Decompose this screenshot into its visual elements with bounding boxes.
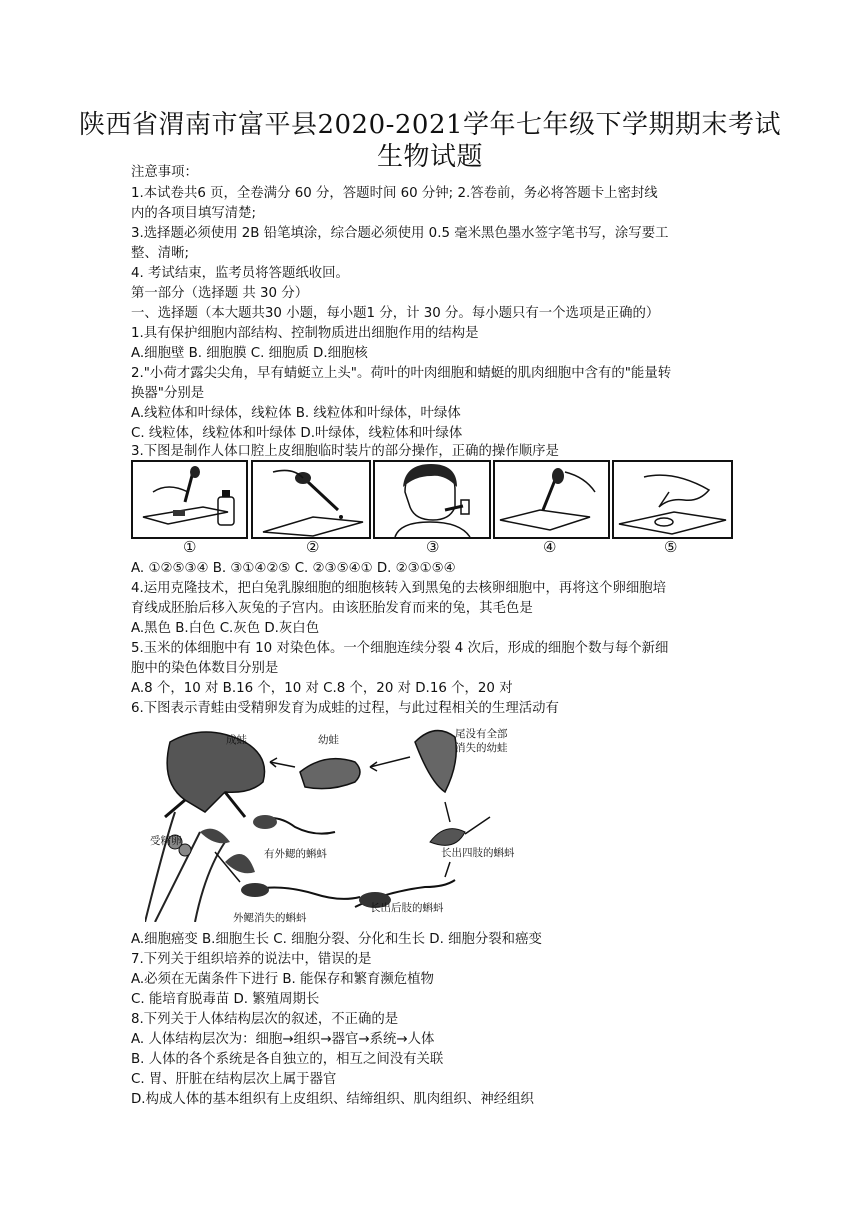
q3-panel-5 <box>612 460 733 539</box>
q6-label-gillgone: 外鳃消失的蝌蚪 <box>233 912 307 924</box>
notes-line-4: 整、清晰; <box>131 246 190 261</box>
q3-label-4: ④ <box>543 538 557 556</box>
cover-slip-illustration <box>614 462 731 537</box>
q8-option-a: A. 人体结构层次为：细胞→组织→器官→系统→人体 <box>131 1032 435 1047</box>
notes-line-3: 3.选择题必须使用 2B 铅笔填涂，综合题必须使用 0.5 毫米黑色墨水签字笔书写，涂写要工 <box>131 226 669 241</box>
q6-label-gill: 有外鳃的蝌蚪 <box>264 848 327 860</box>
q7-options-cd: C. 能培育脱毒苗 D. 繁殖周期长 <box>131 992 320 1007</box>
q6-label-four: 长出四肢的蝌蚪 <box>441 847 515 859</box>
q6-label-young: 幼蛙 <box>318 734 339 746</box>
stain-slide-illustration <box>495 462 608 537</box>
q3-label-1: ① <box>183 538 197 556</box>
q8-stem: 8.下列关于人体结构层次的叙述，不正确的是 <box>131 1012 399 1027</box>
q8-option-b: B. 人体的各个系统是各自独立的，相互之间没有关联 <box>131 1052 444 1067</box>
q2-stem-2: 换器"分别是 <box>131 386 205 401</box>
q6-label-tail2: 消失的幼蛙 <box>455 742 508 754</box>
exam-title-line1: 陕西省渭南市富平县2020-2021学年七年级下学期期末考试 <box>78 110 782 140</box>
q3-panel-1 <box>131 460 248 539</box>
notes-header: 注意事项： <box>131 165 198 180</box>
q3-panel-2 <box>251 460 371 539</box>
q2-stem-1: 2."小荷才露尖尖角，早有蜻蜓立上头"。荷叶的叶肉细胞和蜻蜓的肌肉细胞中含有的"能量转 <box>131 366 672 381</box>
q6-label-adult: 成蛙 <box>226 734 247 746</box>
q3-panel-3 <box>373 460 491 539</box>
q3-label-3: ③ <box>426 538 440 556</box>
q4-stem-2: 育线成胚胎后移入灰兔的子宫内。由该胚胎发育而来的兔，其毛色是 <box>131 601 533 616</box>
q7-options-ab: A.必须在无菌条件下进行 B. 能保存和繁育濒危植物 <box>131 972 434 987</box>
q3-label-5: ⑤ <box>664 538 678 556</box>
q7-stem: 7.下列关于组织培养的说法中，错误的是 <box>131 952 372 967</box>
q8-option-d: D.构成人体的基本组织有上皮组织、结缔组织、肌肉组织、神经组织 <box>131 1092 534 1107</box>
q6-label-hind: 长出后肢的蝌蚪 <box>370 902 444 914</box>
q3-label-2: ② <box>306 538 320 556</box>
q5-stem-2: 胞中的染色体数目分别是 <box>131 661 279 676</box>
frog-life-cycle-illustration <box>145 722 505 922</box>
q6-stem: 6.下图表示青蛙由受精卵发育为成蛙的过程，与此过程相关的生理活动有 <box>131 701 559 716</box>
part1-header: 第一部分（选择题 共 30 分） <box>131 286 309 301</box>
dropper-slide-illustration <box>133 462 246 537</box>
person-rinsing-mouth-illustration <box>375 462 489 537</box>
q5-options: A.8 个，10 对 B.16 个，10 对 C.8 个，20 对 D.16 个，20 对 <box>131 681 513 696</box>
q6-label-egg: 受精卵 <box>150 835 182 847</box>
q8-option-c: C. 胃、肝脏在结构层次上属于器官 <box>131 1072 337 1087</box>
q3-stem: 3.下图是制作人体口腔上皮细胞临时装片的部分操作，正确的操作顺序是 <box>131 444 559 459</box>
notes-line-2: 内的各项目填写清楚; <box>131 206 257 221</box>
part1-instructions: 一、选择题（本大题共30 小题，每小题1 分，计 30 分。每小题只有一个选项是正确的） <box>131 306 660 321</box>
exam-title-line2: 生物试题 <box>376 142 483 172</box>
q4-stem-1: 4.运用克隆技术，把白兔乳腺细胞的细胞核转入到黑兔的去核卵细胞中，再将这个卵细胞培 <box>131 581 667 596</box>
q2-options-ab: A.线粒体和叶绿体，线粒体 B. 线粒体和叶绿体，叶绿体 <box>131 406 461 421</box>
q3-options: A. ①②⑤③④ B. ③①④②⑤ C. ②③⑤④① D. ②③①⑤④ <box>131 561 456 576</box>
q6-options: A.细胞癌变 B.细胞生长 C. 细胞分裂、分化和生长 D. 细胞分裂和癌变 <box>131 932 542 947</box>
notes-line-1: 1.本试卷共6 页，全卷满分 60 分，答题时间 60 分钟; 2.答卷前，务必将答题卡上密封线 <box>131 186 658 201</box>
drop-water-illustration <box>253 462 369 537</box>
q2-options-cd: C. 线粒体，线粒体和叶绿体 D.叶绿体，线粒体和叶绿体 <box>131 426 463 441</box>
q3-panel-4 <box>493 460 610 539</box>
q1-stem: 1.具有保护细胞内部结构、控制物质进出细胞作用的结构是 <box>131 326 479 341</box>
q6-label-tail: 尾没有全部 <box>455 728 508 740</box>
q4-options: A.黑色 B.白色 C.灰色 D.灰白色 <box>131 621 320 636</box>
q5-stem-1: 5.玉米的体细胞中有 10 对染色体。一个细胞连续分裂 4 次后，形成的细胞个数与每个新细 <box>131 641 669 656</box>
q1-options: A.细胞壁 B. 细胞膜 C. 细胞质 D.细胞核 <box>131 346 368 361</box>
notes-line-5: 4. 考试结束，监考员将答题纸收回。 <box>131 266 349 281</box>
